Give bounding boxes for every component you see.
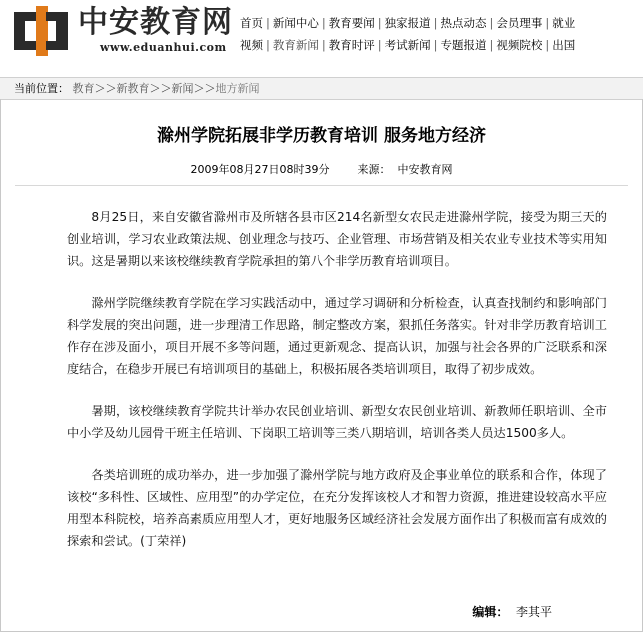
- article-date: 2009年08月27日08时39分: [190, 163, 330, 176]
- article-container: [0, 99, 643, 632]
- nav-separator: |: [489, 16, 494, 30]
- nav-separator: |: [545, 16, 550, 30]
- nav-link[interactable]: 新闻中心: [272, 16, 319, 30]
- logo-mark-icon: [12, 6, 72, 56]
- article-paragraph: 暑期，该校继续教育学院共计举办农民创业培训、新型女农民创业培训、新教师任职培训、全市中小学及幼儿园骨干班主任培训、下岗职工培训等三类八期培训，培训各类人员达1500多人。: [67, 404, 607, 440]
- editor-name: 李其平: [515, 605, 552, 619]
- logo-text: 中安教育网: [78, 5, 233, 40]
- nav-link[interactable]: 教育时评: [328, 38, 375, 52]
- meta-divider: [15, 185, 628, 186]
- nav-link[interactable]: 视频: [240, 38, 263, 52]
- breadcrumb-label: 当前位置：: [14, 82, 69, 95]
- nav-separator: |: [266, 38, 270, 52]
- breadcrumb-link-news[interactable]: 新闻: [171, 82, 194, 95]
- nav-row-1: [240, 12, 643, 34]
- top-nav: [240, 12, 643, 56]
- breadcrumb-current[interactable]: 地方新闻: [215, 82, 260, 95]
- breadcrumb-link-education[interactable]: 教育: [72, 82, 95, 95]
- nav-separator: |: [321, 16, 326, 30]
- breadcrumb-link-new-education[interactable]: 新教育: [116, 82, 150, 95]
- article-paragraph: 滁州学院继续教育学院在学习实践活动中，通过学习调研和分析检查，认真查找制约和影响部门科学发展的突出问题，进一步理清工作思路，制定整改方案，狠抓任务落实。针对非学历教育培训工作存在涉及面小，项目开展不多等问题，通过更新观念、提高认识，加强与社会各界的广泛联系和深度结合，在稳步开展已有培训项目的基础上，积极拓展各类培训项目，取得了初步成效。: [67, 296, 607, 376]
- nav-row-2: [240, 34, 643, 56]
- article-paragraph: 8月25日，来自安徽省滁州市及所辖各县市区214名新型女农民走进滁州学院，接受为期三天的创业培训，学习农业政策法规、创业理念与技巧、企业管理、市场营销及相关农业专业技术等实用知识。这是暑期以来该校继续教育学院承担的第八个非学历教育培训项目。: [67, 210, 607, 268]
- nav-link[interactable]: 专题报道: [440, 38, 487, 52]
- article-editor: [472, 603, 552, 620]
- nav-separator: |: [433, 38, 438, 52]
- article-meta: [1, 161, 642, 177]
- breadcrumb-separator: ＞＞: [149, 82, 172, 95]
- nav-link[interactable]: 教育要闻: [328, 16, 375, 30]
- site-logo[interactable]: [12, 6, 237, 60]
- nav-separator: |: [545, 38, 550, 52]
- article-title: 滁州学院拓展非学历教育培训 服务地方经济: [157, 126, 486, 146]
- editor-label: 编辑：: [472, 605, 509, 619]
- nav-link[interactable]: 考试新闻: [384, 38, 431, 52]
- breadcrumb-separator: ＞＞: [193, 82, 216, 95]
- nav-link[interactable]: 会员理事: [496, 16, 543, 30]
- nav-separator: |: [321, 38, 326, 52]
- nav-link[interactable]: 视频院校: [496, 38, 543, 52]
- nav-separator: |: [433, 16, 438, 30]
- nav-link[interactable]: 热点动态: [440, 16, 487, 30]
- logo-url: www.eduanhui.com: [100, 41, 227, 54]
- nav-link[interactable]: 出国: [552, 38, 576, 52]
- breadcrumb-separator: ＞＞: [94, 82, 117, 95]
- nav-separator: |: [489, 38, 494, 52]
- nav-link[interactable]: 首页: [240, 16, 263, 30]
- nav-separator: |: [377, 38, 382, 52]
- nav-link[interactable]: 独家报道: [384, 16, 431, 30]
- nav-link[interactable]: 教育新闻: [272, 38, 319, 52]
- nav-separator: |: [266, 16, 270, 30]
- nav-link[interactable]: 就业: [552, 16, 576, 30]
- article-body: [67, 206, 607, 572]
- breadcrumb: [0, 77, 643, 100]
- article-source: 中安教育网: [397, 163, 453, 176]
- article-paragraph: 各类培训班的成功举办，进一步加强了滁州学院与地方政府及企事业单位的联系和合作，体现了该校“多科性、区域性、应用型”的办学定位，在充分发挥该校人才和智力资源，推进建设较高水平应用型本科院校，培养高素质应用型人才，更好地服务区域经济社会发展方面作出了积极而富有成效的探索和尝试。(丁荣祥): [67, 468, 607, 548]
- source-label: 来源：: [357, 163, 391, 176]
- nav-separator: |: [377, 16, 382, 30]
